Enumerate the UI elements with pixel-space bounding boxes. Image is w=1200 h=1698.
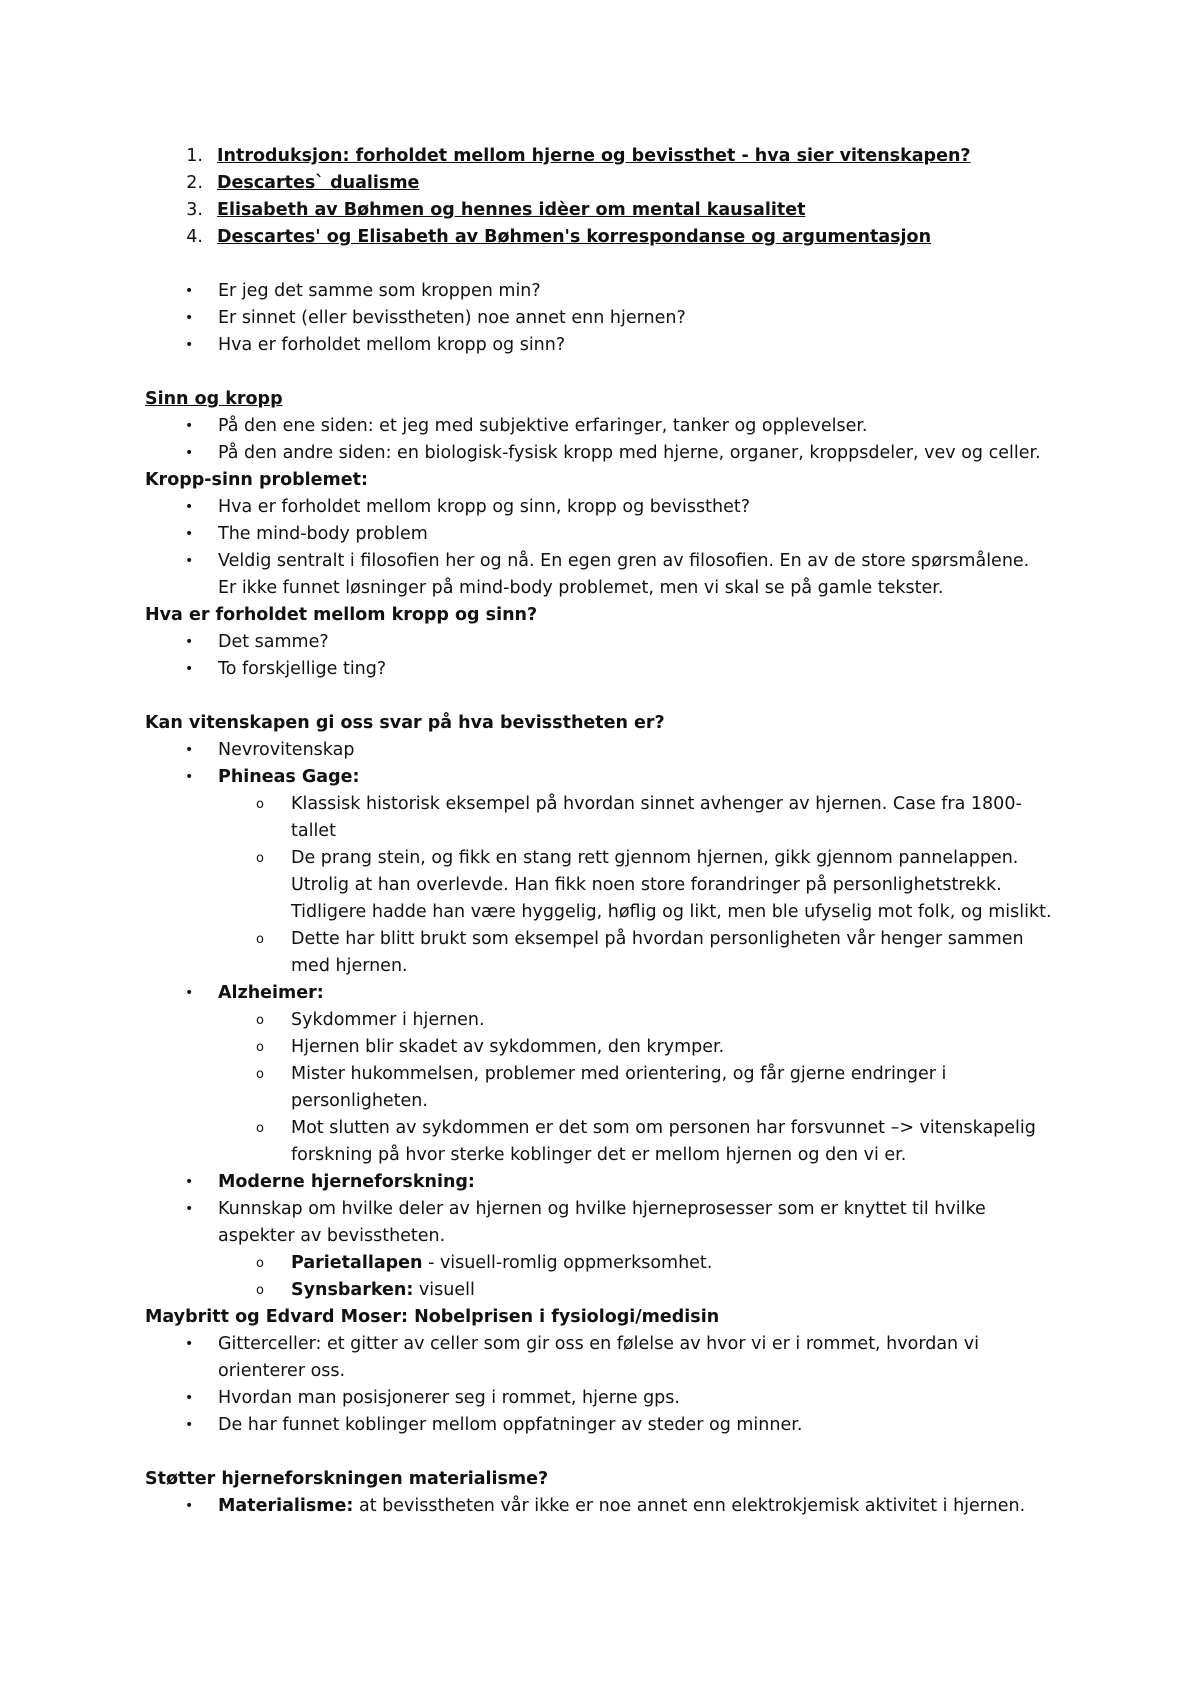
list-item-text: Gitterceller: et gitter av celler som gir oss en følelse av hvor vi er i rommet, hvordan vi <box>218 1334 979 1354</box>
sub-list-item-continuation <box>145 1088 1075 1115</box>
toc-item <box>145 197 1075 224</box>
list-item-text: De har funnet koblinger mellom oppfatninger av steder og minner. <box>218 1415 803 1435</box>
list-item <box>145 656 1075 683</box>
sub-list-item-text: personligheten. <box>291 1091 428 1111</box>
list-item <box>145 980 1075 1007</box>
sub-list-item-text: Mot slutten av sykdommen er det som om personen har forsvunnet –> vitenskapelig <box>291 1118 1036 1138</box>
list-item <box>145 1169 1075 1196</box>
sub-list-item-continuation <box>145 1142 1075 1169</box>
list-item <box>145 737 1075 764</box>
list-item <box>145 305 1075 332</box>
bullet-icon: • <box>185 1498 194 1514</box>
sub-list-item-text <box>291 1250 712 1277</box>
sub-list-item <box>145 1061 1075 1088</box>
sub-list-item <box>145 1034 1075 1061</box>
list-item <box>145 1493 1075 1520</box>
sub-list-item-text: tallet <box>291 821 336 841</box>
list-item <box>145 629 1075 656</box>
sub-list-item-text: De prang stein, og fikk en stang rett gjennom hjernen, gikk gjennom pannelappen. <box>291 848 1019 868</box>
bullet-icon: • <box>185 1336 194 1352</box>
sub-list-item-continuation <box>145 872 1075 899</box>
spacer <box>145 251 1075 278</box>
circle-bullet-icon: o <box>256 1121 264 1136</box>
circle-bullet-icon: o <box>256 932 264 947</box>
toc-item <box>145 170 1075 197</box>
list-item <box>145 278 1075 305</box>
bullet-icon: • <box>185 526 194 542</box>
toc-number: 1. <box>186 146 203 166</box>
spacer <box>145 683 1075 710</box>
sub-list-item-continuation <box>145 953 1075 980</box>
sub-list-item-text: Hjernen blir skadet av sykdommen, den krymper. <box>291 1037 725 1057</box>
list-item <box>145 1196 1075 1223</box>
sub-list-item-text: Tidligere hadde han være hyggelig, høflig og likt, men ble ufyselig mot folk, og mislikt. <box>291 902 1052 922</box>
list-item-text: Kunnskap om hvilke deler av hjernen og hvilke hjerneprosesser som er knyttet til hvilke <box>218 1199 986 1219</box>
bullet-icon: • <box>185 985 194 1001</box>
bullet-icon: • <box>185 742 194 758</box>
list-item <box>145 1412 1075 1439</box>
toc-item <box>145 224 1075 251</box>
section-heading: Kan vitenskapen gi oss svar på hva bevisstheten er? <box>145 713 665 733</box>
sub-list-item-text: Dette har blitt brukt som eksempel på hvordan personligheten vår henger sammen <box>291 929 1024 949</box>
list-item <box>145 332 1075 359</box>
circle-bullet-icon: o <box>256 1013 264 1028</box>
bullet-icon: • <box>185 1201 194 1217</box>
list-item <box>145 521 1075 548</box>
bullet-icon: • <box>185 337 194 353</box>
toc-item <box>145 143 1075 170</box>
sub-list-item <box>145 1115 1075 1142</box>
circle-bullet-icon: o <box>256 797 264 812</box>
bullet-icon: • <box>185 1390 194 1406</box>
list-item <box>145 764 1075 791</box>
definition: at bevisstheten vår ikke er noe annet enn elektrokjemisk aktivitet i hjernen. <box>353 1496 1026 1516</box>
circle-bullet-icon: o <box>256 1256 264 1271</box>
list-item-text: På den ene siden: et jeg med subjektive erfaringer, tanker og opplevelser. <box>218 416 868 436</box>
list-item-text: Hva er forholdet mellom kropp og sinn? <box>218 335 566 355</box>
list-item-text: Hvordan man posisjonerer seg i rommet, hjerne gps. <box>218 1388 680 1408</box>
list-item <box>145 440 1075 467</box>
list-item-continuation <box>145 575 1075 602</box>
list-item-text <box>218 1493 1025 1520</box>
sub-list-item-text: Utrolig at han overlevde. Han fikk noen store forandringer på personlighetstrekk. <box>291 875 1002 895</box>
list-item-title: Phineas Gage: <box>218 767 360 787</box>
list-item-text: Veldig sentralt i filosofien her og nå. En egen gren av filosofien. En av de store spørsmålene. <box>218 551 1030 571</box>
spacer <box>145 1439 1075 1466</box>
bullet-icon: • <box>185 769 194 785</box>
sub-list-item-text: Klassisk historisk eksempel på hvordan sinnet avhenger av hjernen. Case fra 1800- <box>291 794 1022 814</box>
sub-list-item-continuation <box>145 818 1075 845</box>
sub-list-item-text: Mister hukommelsen, problemer med orientering, og får gjerne endringer i <box>291 1064 947 1084</box>
list-item <box>145 548 1075 575</box>
term: Synsbarken: <box>291 1280 414 1300</box>
sub-list-item-text: med hjernen. <box>291 956 408 976</box>
list-item <box>145 1331 1075 1358</box>
term: Parietallapen <box>291 1253 423 1273</box>
bullet-icon: • <box>185 445 194 461</box>
bullet-icon: • <box>185 1174 194 1190</box>
list-item-text: Hva er forholdet mellom kropp og sinn, kropp og bevissthet? <box>218 497 750 517</box>
sub-list-item-text <box>291 1277 475 1304</box>
toc-number: 3. <box>186 200 203 220</box>
list-item-text: Er ikke funnet løsninger på mind-body problemet, men vi skal se på gamle tekster. <box>218 578 944 598</box>
list-item-text: The mind-body problem <box>218 524 428 544</box>
list-item-continuation <box>145 1223 1075 1250</box>
list-item-title: Alzheimer: <box>218 983 324 1003</box>
section-heading: Maybritt og Edvard Moser: Nobelprisen i fysiologi/medisin <box>145 1307 720 1327</box>
circle-bullet-icon: o <box>256 1283 264 1298</box>
list-item-text: To forskjellige ting? <box>218 659 387 679</box>
toc-number: 4. <box>186 227 203 247</box>
list-item-text: aspekter av bevisstheten. <box>218 1226 446 1246</box>
list-item-text: orienterer oss. <box>218 1361 346 1381</box>
section-heading: Støtter hjerneforskningen materialisme? <box>145 1469 549 1489</box>
definition: - visuell-romlig oppmerksomhet. <box>422 1253 713 1273</box>
list-item-text: På den andre siden: en biologisk-fysisk kropp med hjerne, organer, kroppsdeler, vev og celler. <box>218 443 1041 463</box>
circle-bullet-icon: o <box>256 851 264 866</box>
document-page <box>145 143 1075 1520</box>
bullet-icon: • <box>185 634 194 650</box>
list-item-text: Er sinnet (eller bevisstheten) noe annet enn hjernen? <box>218 308 686 328</box>
toc-link[interactable]: Elisabeth av Bøhmen og hennes idèer om mental kausalitet <box>217 200 806 220</box>
bullet-icon: • <box>185 418 194 434</box>
list-item <box>145 494 1075 521</box>
sub-list-item <box>145 791 1075 818</box>
toc-link[interactable]: Introduksjon: forholdet mellom hjerne og bevissthet - hva sier vitenskapen? <box>217 146 971 166</box>
list-item-title: Moderne hjerneforskning: <box>218 1172 475 1192</box>
intro-questions <box>145 278 1075 359</box>
definition: visuell <box>413 1280 475 1300</box>
section-heading: Sinn og kropp <box>145 389 283 409</box>
sub-list-item <box>145 1277 1075 1304</box>
bullet-icon: • <box>185 661 194 677</box>
list-item <box>145 413 1075 440</box>
list-item-continuation <box>145 1358 1075 1385</box>
section-heading: Hva er forholdet mellom kropp og sinn? <box>145 605 538 625</box>
sub-list-item <box>145 1007 1075 1034</box>
sub-list-item-continuation <box>145 899 1075 926</box>
section-heading: Kropp-sinn problemet: <box>145 470 368 490</box>
sub-list-item <box>145 845 1075 872</box>
spacer <box>145 359 1075 386</box>
toc-list <box>145 143 1075 251</box>
circle-bullet-icon: o <box>256 1067 264 1082</box>
circle-bullet-icon: o <box>256 1040 264 1055</box>
sub-list-item <box>145 926 1075 953</box>
sub-list-item-text: Sykdommer i hjernen. <box>291 1010 485 1030</box>
bullet-icon: • <box>185 553 194 569</box>
bullet-icon: • <box>185 499 194 515</box>
bullet-icon: • <box>185 310 194 326</box>
sub-list-item-text: forskning på hvor sterke koblinger det er mellom hjernen og den vi er. <box>291 1145 907 1165</box>
list-item-text: Er jeg det samme som kroppen min? <box>218 281 541 301</box>
term: Materialisme: <box>218 1496 354 1516</box>
sub-list-item <box>145 1250 1075 1277</box>
list-item <box>145 1385 1075 1412</box>
toc-number: 2. <box>186 173 203 193</box>
toc-link[interactable]: Descartes' og Elisabeth av Bøhmen's korrespondanse og argumentasjon <box>217 227 932 247</box>
toc-link[interactable]: Descartes` dualisme <box>217 173 420 193</box>
list-item-text: Nevrovitenskap <box>218 740 355 760</box>
bullet-icon: • <box>185 1417 194 1433</box>
list-item-text: Det samme? <box>218 632 329 652</box>
bullet-icon: • <box>185 283 194 299</box>
